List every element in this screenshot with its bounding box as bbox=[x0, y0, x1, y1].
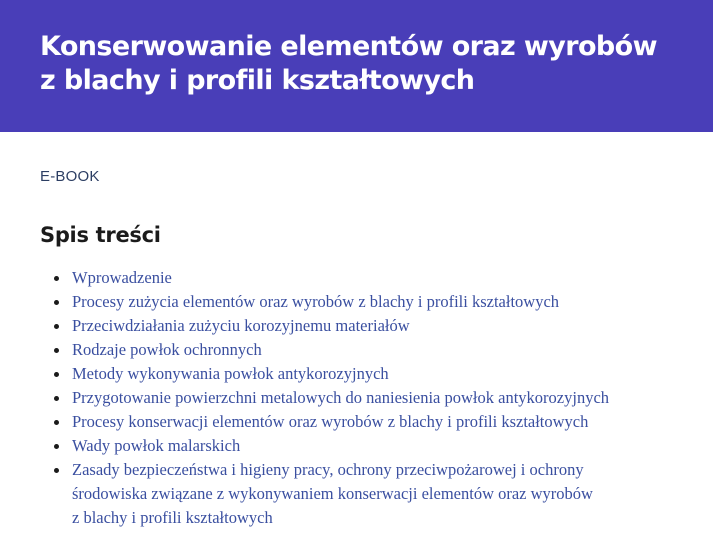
toc-link-przeciwdzialania[interactable] bbox=[72, 314, 673, 338]
toc-link-text: środowiska związane z wykonywaniem konserwacji elementów oraz wyrobów bbox=[72, 484, 593, 503]
toc-item bbox=[72, 290, 673, 314]
toc-link-wprowadzenie[interactable] bbox=[72, 266, 673, 290]
toc-item bbox=[72, 458, 673, 530]
toc-item bbox=[72, 362, 673, 386]
toc-link-text: Zasady bezpieczeństwa i higieny pracy, ochrony przeciwpożarowej i ochrony bbox=[72, 460, 584, 479]
toc-link-procesy-zuzycia[interactable] bbox=[72, 290, 673, 314]
toc-list bbox=[40, 266, 673, 530]
toc-item bbox=[72, 410, 673, 434]
toc-link-text: Wady powłok malarskich bbox=[72, 436, 241, 455]
toc-link-text: Przeciwdziałania zużyciu korozyjnemu materiałów bbox=[72, 316, 410, 335]
toc-item bbox=[72, 338, 673, 362]
toc-link-text: Metody wykonywania powłok antykorozyjnych bbox=[72, 364, 389, 383]
toc-link-text: z blachy i profili kształtowych bbox=[72, 508, 273, 527]
toc-link-procesy-konserwacji[interactable] bbox=[72, 410, 673, 434]
toc-link-wady-powlok[interactable] bbox=[72, 434, 673, 458]
toc-link-text: Rodzaje powłok ochronnych bbox=[72, 340, 262, 359]
toc-heading: Spis treści bbox=[40, 223, 161, 247]
page-title-line: z blachy i profili kształtowych bbox=[40, 65, 475, 96]
toc-link-metody-wykonywania[interactable] bbox=[72, 362, 673, 386]
toc-link-zasady-bhp[interactable] bbox=[72, 458, 673, 530]
toc-item bbox=[72, 266, 673, 290]
toc-link-przygotowanie-powierzchni[interactable] bbox=[72, 386, 673, 410]
toc-link-rodzaje-powlok[interactable] bbox=[72, 338, 673, 362]
toc-link-text: Wprowadzenie bbox=[72, 268, 172, 287]
toc-item bbox=[72, 386, 673, 410]
ebook-label: E-BOOK bbox=[40, 168, 100, 185]
page-title bbox=[40, 30, 673, 98]
page-header bbox=[0, 0, 713, 132]
toc-item bbox=[72, 314, 673, 338]
toc-link-text: Procesy konserwacji elementów oraz wyrobów z blachy i profili kształtowych bbox=[72, 412, 589, 431]
toc-link-text: Procesy zużycia elementów oraz wyrobów z blachy i profili kształtowych bbox=[72, 292, 560, 311]
toc-link-text: Przygotowanie powierzchni metalowych do naniesienia powłok antykorozyjnych bbox=[72, 388, 610, 407]
page-title-line: Konserwowanie elementów oraz wyrobów bbox=[40, 31, 657, 62]
toc-item bbox=[72, 434, 673, 458]
main-content bbox=[0, 168, 713, 530]
